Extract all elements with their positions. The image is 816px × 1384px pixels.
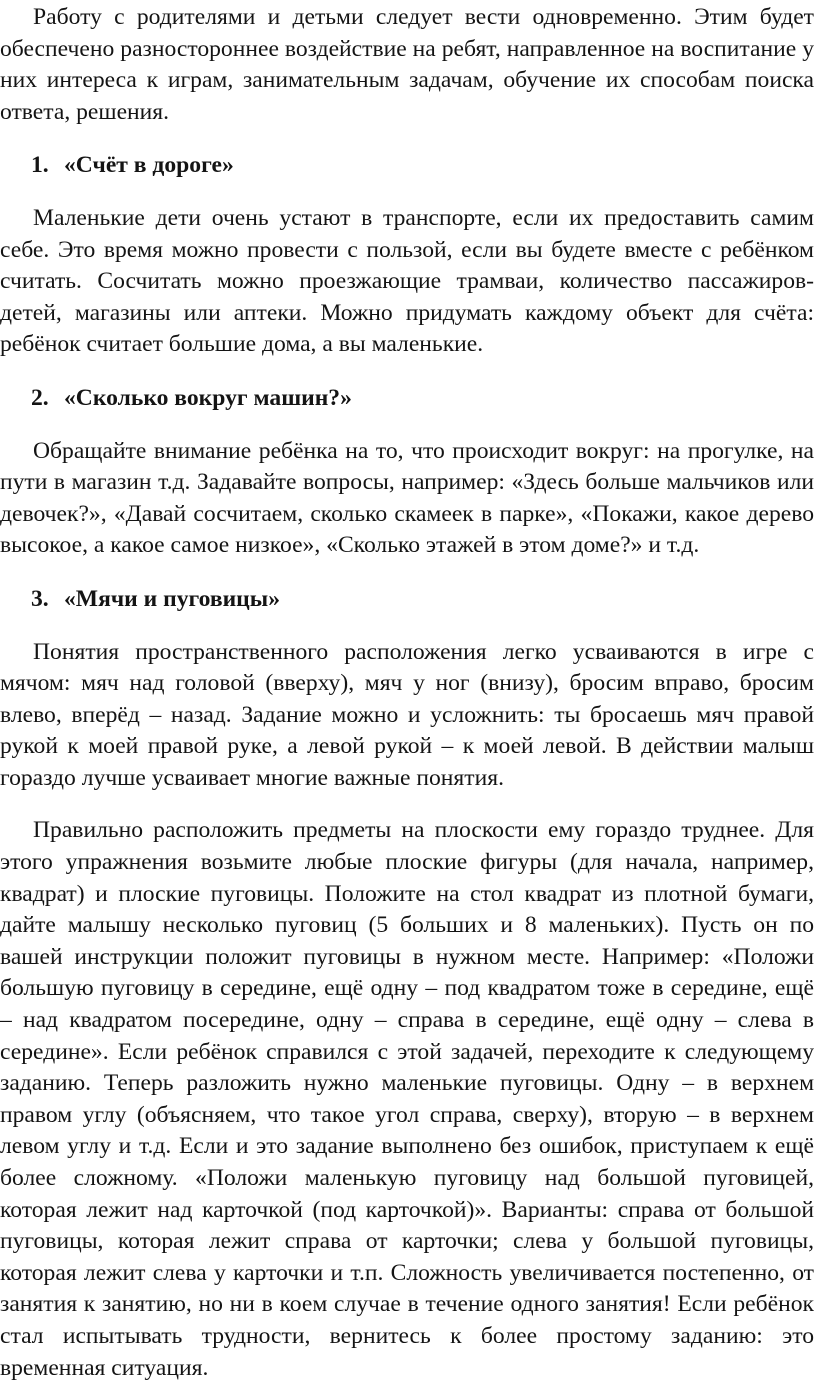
section-1-heading: [0, 150, 814, 182]
section-3-number: 3.: [31, 585, 49, 612]
section-2-title: «Сколько вокруг машин?»: [64, 384, 352, 411]
section-1-number: 1.: [31, 152, 49, 179]
section-1-title: «Счёт в дороге»: [64, 152, 234, 179]
section-2-paragraph-1: Обращайте внимание ребёнка на то, что происходит вокруг: на прогулке, на пути в магазин т.д. Задавайте вопросы, например: «Здесь больше мальчиков или девочек?», «Давай сосчитаем, сколько скамеек в парке», «Покажи, какое дерево высокое, а какое самое низкое», «Сколько этажей в этом доме?» и т.д.: [0, 437, 814, 559]
section-3-heading: [0, 584, 814, 616]
intro-paragraph: Работу с родителями и детьми следует вести одновременно. Этим будет обеспечено разностороннее воздействие на ребят, направленное на воспитание у них интереса к играм, занимательным задачам, обучение их способам поиска ответа, решения.: [0, 4, 814, 125]
section-3-title: «Мячи и пуговицы»: [64, 585, 280, 612]
section-3-paragraph-2: Правильно расположить предметы на плоскости ему гораздо труднее. Для этого упражнения возьмите любые плоские фигуры (для начала, например, квадрат) и плоские пуговицы. Положите на стол квадрат из плотной бумаги, дайте малышу несколько пуговиц (5 больших и 8 маленьких). Пусть он по вашей инструкции положит пуговицы в нужном месте. Например: «Положи большую пуговицу в середине, ещё одну – под квадратом тоже в середине, ещё – над квадратом посередине, одну – справа в середине, ещё одну – слева в середине». Если ребёнок справился с этой задачей, переходите к следующему заданию. Теперь разложить нужно маленькие пуговицы. Одну – в верхнем правом углу (объясняем, что такое угол справа, сверху), вторую – в верхнем левом углу и т.д. Если и это задание выполнено без ошибок, приступаем к ещё более сложному. «Положи маленькую пуговицу над большой пуговицей, которая лежит над карточкой (под карточкой)». Варианты: справа от большой пуговицы, которая лежит справа от карточки; слева у большой пуговицы, которая лежит слева у карточки и т.п. Сложность увеличивается постепенно, от занятия к занятию, но ни в коем случае в течение одного занятия! Если ребёнок стал испытывать трудности, вернитесь к более простому заданию: это временная ситуация.: [0, 817, 814, 1381]
section-1-paragraph-1: Маленькие дети очень устают в транспорте, если их предоставить самим себе. Это время можно провести с пользой, если вы будете вместе с ребёнком считать. Сосчитать можно проезжающие трамваи, количество пассажиров-детей, магазины или аптеки. Можно придумать каждому объект для счёта: ребёнок считает большие дома, а вы маленькие.: [0, 204, 814, 358]
section-2-number: 2.: [31, 384, 49, 411]
section-3-paragraph-1: Понятия пространственного расположения легко усваиваются в игре с мячом: мяч над головой (вверху), мяч у ног (внизу), бросим вправо, бросим влево, вперёд – назад. Задание можно и усложнить: ты бросаешь мяч правой рукой к моей правой руке, а левой рукой – к моей левой. В действии малыш гораздо лучше усваивает многие важные понятия.: [0, 638, 814, 791]
section-2-heading: [0, 383, 814, 415]
